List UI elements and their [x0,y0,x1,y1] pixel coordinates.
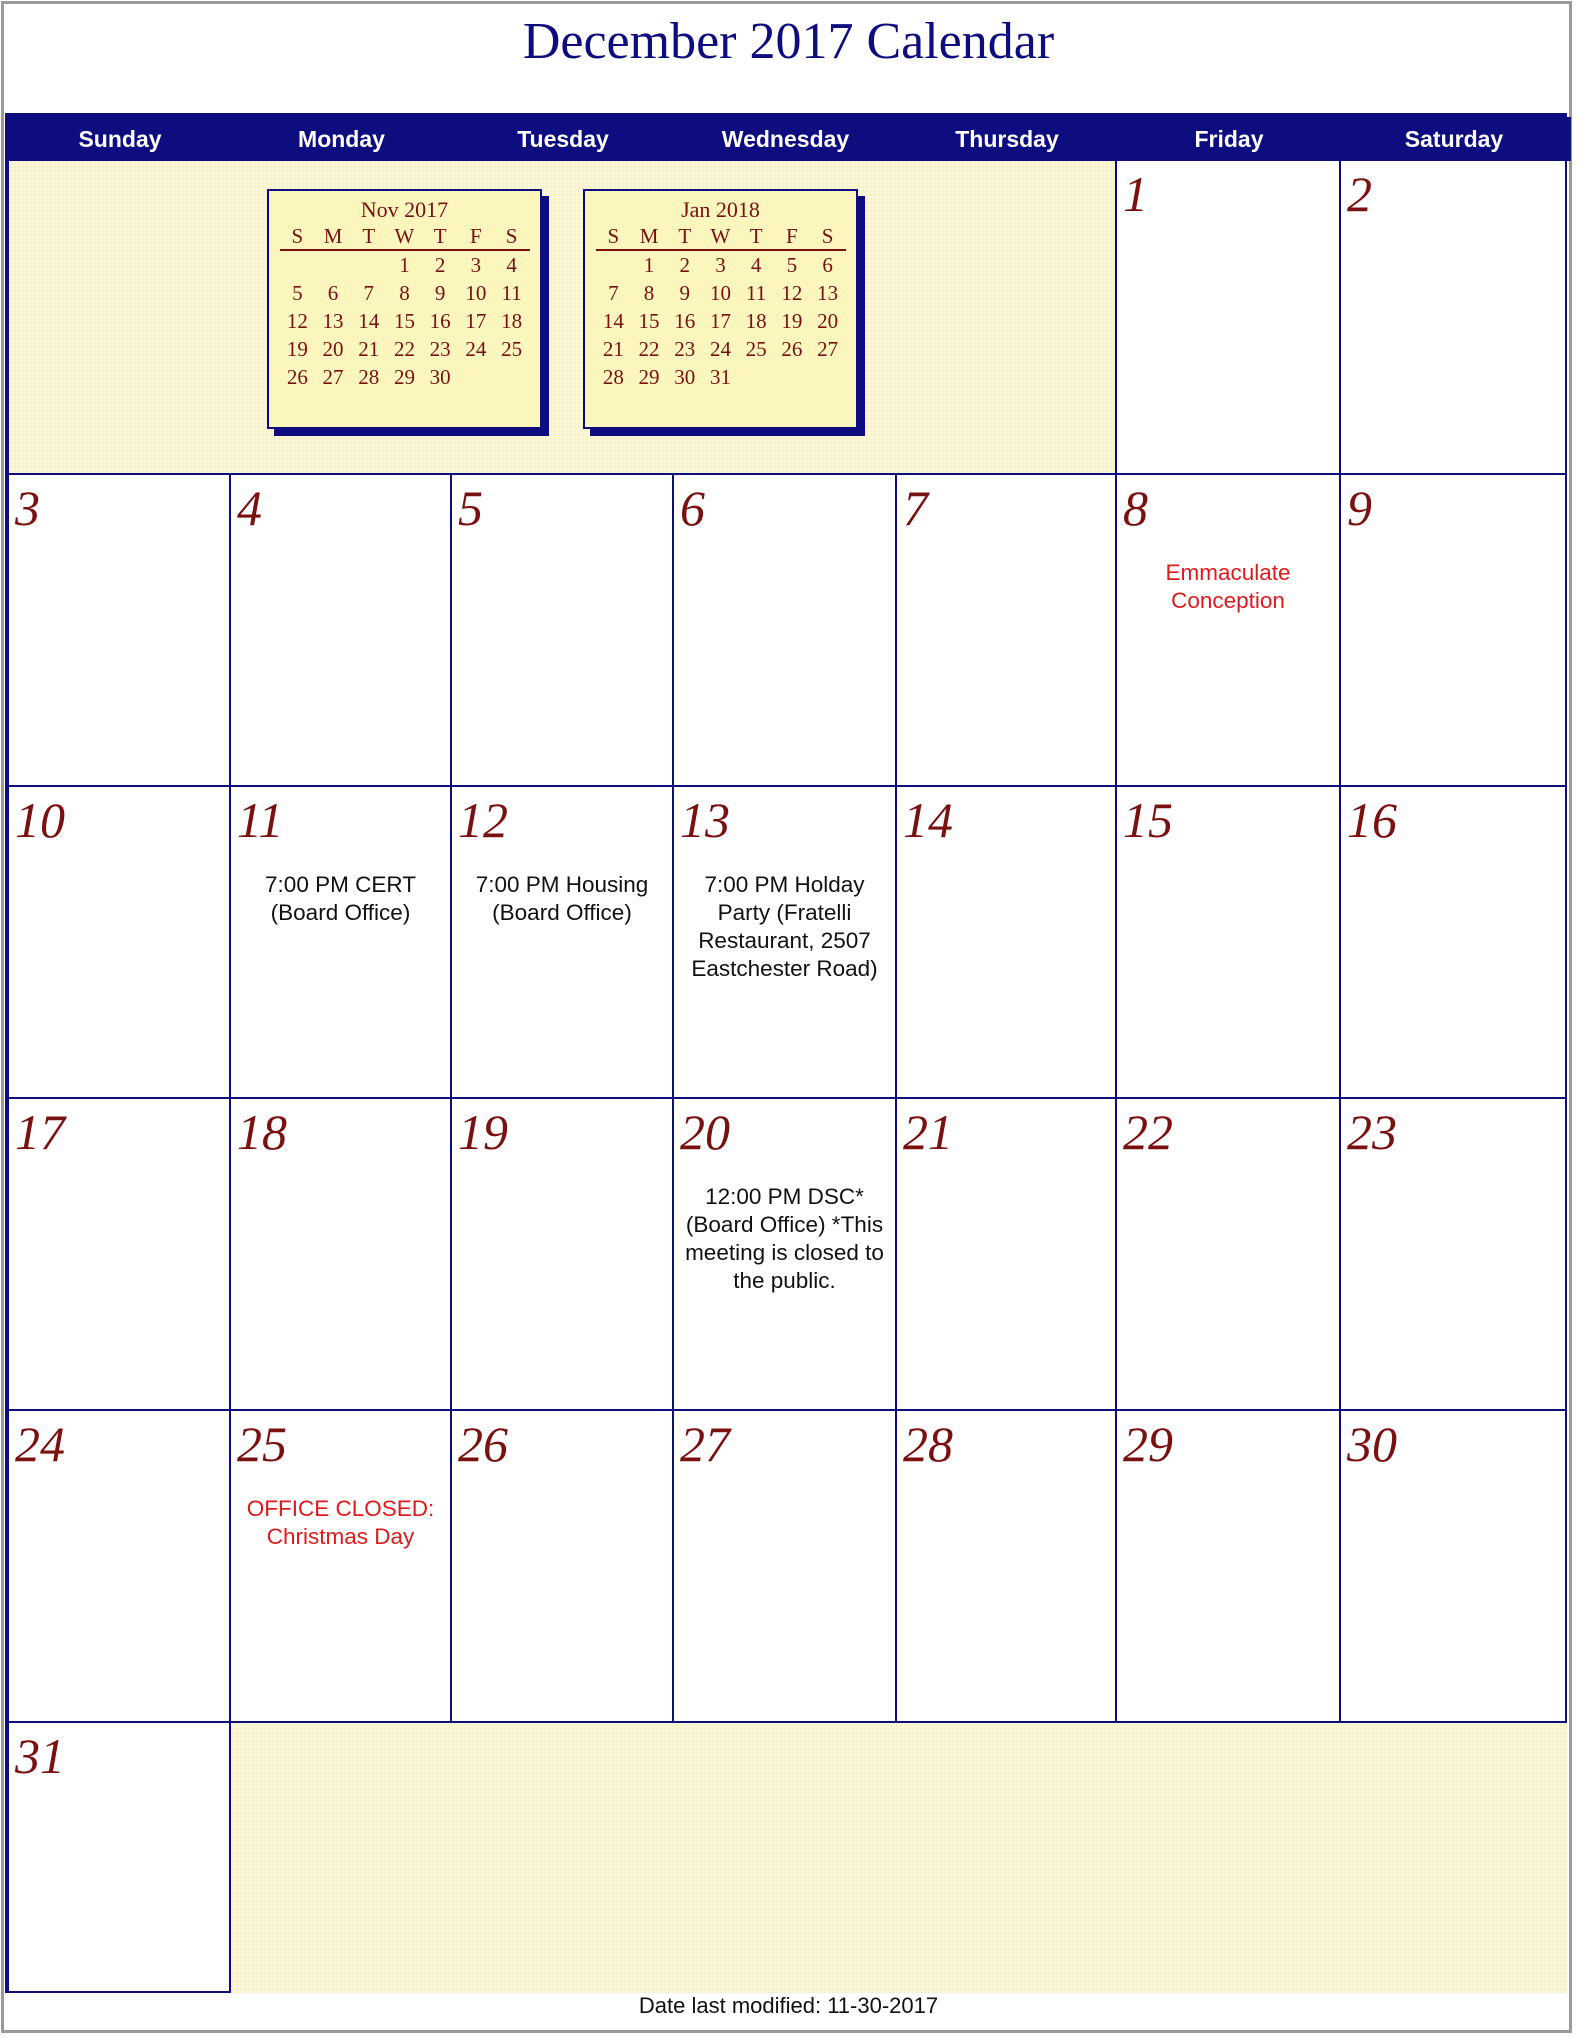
day-cell[interactable] [897,475,1117,787]
day-cell[interactable] [1341,1411,1567,1723]
day-cell[interactable] [1117,475,1341,787]
mini-day: 12 [286,308,308,333]
mini-day: 14 [358,308,380,333]
mini-day: 25 [501,336,523,361]
mini-day: 11 [501,280,522,305]
mini-weekday: S [494,223,530,250]
day-number: 31 [15,1728,65,1784]
day-number: 9 [1347,480,1372,536]
mini-weekday: M [631,223,667,250]
mini-day: 16 [429,308,451,333]
mini-calendar-title: Nov 2017 [360,197,449,222]
day-cell[interactable] [9,1723,231,1993]
day-number: 4 [237,480,262,536]
mini-day: 11 [746,280,767,305]
day-cell[interactable] [9,475,231,787]
mini-day: 20 [322,336,344,361]
day-cell[interactable] [1117,1099,1341,1411]
mini-day: 2 [434,252,446,277]
day-cell[interactable] [9,1099,231,1411]
day-event: 7:00 PM CERT (Board Office) [265,872,416,925]
mini-day: 12 [781,280,803,305]
day-cell[interactable] [231,475,452,787]
mini-day: 24 [465,336,487,361]
mini-weekday: S [280,223,316,250]
day-number: 17 [15,1104,65,1160]
mini-day: 13 [322,308,344,333]
mini-day: 5 [292,280,303,305]
mini-day [738,363,774,391]
mini-calendar [267,189,542,429]
mini-weekday: M [315,223,351,250]
mini-weekday: T [351,223,387,250]
mini-day: 28 [358,364,380,389]
mini-day: 30 [429,364,451,389]
day-number: 27 [680,1416,730,1472]
mini-day [596,250,632,279]
day-cell[interactable] [1117,1411,1341,1723]
day-number: 5 [458,480,483,536]
mini-weekday: F [774,223,810,250]
weekday-sunday: Sunday [78,126,162,152]
day-cell[interactable] [1341,787,1567,1099]
mini-day [810,363,846,391]
mini-day: 2 [679,252,690,277]
mini-day: 6 [327,280,339,305]
day-number: 7 [903,480,928,536]
mini-day: 25 [745,336,767,361]
mini-day: 1 [643,252,655,277]
mini-day: 26 [781,336,803,361]
last-modified: Date last modified: 11-30-2017 [638,1993,939,2018]
mini-day: 18 [745,308,767,333]
mini-day: 20 [817,308,839,333]
day-cell[interactable] [674,475,897,787]
day-number: 29 [1123,1416,1173,1472]
mini-day: 19 [781,308,803,333]
mini-day: 17 [465,308,487,333]
day-number: 19 [458,1104,508,1160]
mini-day: 5 [786,252,798,277]
mini-day: 27 [817,336,839,361]
mini-day: 14 [602,308,624,333]
mini-day: 17 [709,308,731,333]
day-number: 2 [1347,166,1372,222]
mini-day: 19 [286,336,308,361]
mini-weekday: W [703,223,739,250]
mini-day: 22 [638,336,660,361]
day-cell[interactable] [897,1411,1117,1723]
day-cell[interactable] [1117,161,1341,475]
day-number: 11 [237,792,284,848]
mini-day: 13 [817,280,839,305]
mini-calendar [583,189,858,429]
mini-day [280,250,316,279]
mini-day: 9 [679,280,690,305]
mini-day: 9 [434,280,446,305]
day-cell[interactable] [1117,787,1341,1099]
mini-day: 15 [638,308,660,333]
day-cell[interactable] [1341,1099,1567,1411]
day-number: 16 [1347,792,1397,848]
day-number: 22 [1123,1104,1173,1160]
mini-day: 29 [393,364,415,389]
mini-day [315,250,351,279]
mini-day [494,363,530,391]
mini-day: 10 [465,280,487,305]
empty-leading-days [9,161,1117,475]
day-number: 20 [680,1104,730,1160]
day-number: 23 [1347,1104,1397,1160]
mini-day: 30 [674,364,696,389]
day-event: Emmaculate Conception [1165,560,1291,613]
calendar-grid [5,113,1567,1993]
mini-day: 26 [286,364,308,389]
mini-weekday: F [458,223,494,250]
mini-weekday: S [810,223,846,250]
day-cell[interactable] [9,1411,231,1723]
mini-day: 7 [608,280,619,305]
mini-weekday: W [387,223,423,250]
day-cell[interactable] [452,1411,674,1723]
day-number: 13 [680,792,730,848]
mini-day: 4 [506,252,517,277]
day-number: 30 [1347,1416,1397,1472]
day-cell[interactable] [1341,161,1567,475]
day-number: 25 [237,1416,287,1472]
empty-trailing-days [231,1723,1567,1993]
day-number: 14 [903,792,953,848]
mini-day: 3 [715,252,726,277]
mini-day: 24 [709,336,731,361]
day-number: 28 [903,1416,953,1472]
weekday-thursday: Thursday [955,126,1059,152]
day-number: 21 [903,1104,953,1160]
mini-calendar-table [280,223,530,391]
day-cell[interactable] [9,787,231,1099]
mini-day [774,363,810,391]
mini-day: 16 [674,308,696,333]
mini-calendar-table [596,223,846,391]
day-number: 10 [15,792,65,848]
day-cell[interactable] [674,1411,897,1723]
weekday-monday: Monday [298,126,385,152]
mini-day: 23 [674,336,696,361]
weekday-saturday: Saturday [1404,126,1504,152]
mini-day: 4 [750,252,762,277]
mini-day: 8 [643,280,655,305]
mini-day: 10 [709,280,731,305]
day-cell[interactable] [897,1099,1117,1411]
day-number: 3 [15,480,40,536]
mini-weekday: S [596,223,632,250]
day-event: 7:00 PM Housing (Board Office) [475,872,649,925]
mini-day: 7 [363,280,374,305]
day-number: 15 [1123,792,1173,848]
day-number: 12 [458,792,508,848]
weekday-friday: Friday [1194,126,1264,152]
day-number: 24 [15,1416,65,1472]
day-number: 26 [458,1416,508,1472]
day-number: 8 [1123,480,1148,536]
page-title: December 2017 Calendar [522,13,1055,70]
day-number: 6 [680,480,705,536]
weekday-header [9,117,1571,161]
mini-day: 22 [393,336,415,361]
mini-day: 23 [429,336,451,361]
mini-day: 6 [822,252,833,277]
mini-calendar-title: Jan 2018 [681,197,760,222]
weekday-tuesday: Tuesday [517,126,609,152]
mini-day: 31 [709,364,731,389]
mini-day: 29 [638,364,660,389]
day-number: 1 [1123,166,1148,222]
weekday-wednesday: Wednesday [721,126,850,152]
day-cell[interactable] [452,787,674,1099]
day-event: 12:00 PM DSC* (Board Office) *This meeting is closed to the public. [685,1184,884,1293]
mini-day: 18 [501,308,523,333]
mini-day: 1 [399,252,410,277]
mini-day: 21 [358,336,380,361]
day-event: 7:00 PM Holday Party (Fratelli Restaurant, 2507 Eastchester Road) [691,872,878,981]
day-cell[interactable] [231,1099,452,1411]
mini-day: 15 [393,308,415,333]
day-cell[interactable] [674,787,897,1099]
day-cell[interactable] [231,1411,452,1723]
day-cell[interactable] [231,787,452,1099]
day-event: OFFICE CLOSED: Christmas Day [246,1496,435,1549]
mini-weekday: T [667,223,703,250]
day-cell[interactable] [452,1099,674,1411]
day-cell[interactable] [1341,475,1567,787]
mini-day: 21 [602,336,624,361]
day-cell[interactable] [452,475,674,787]
mini-day [351,250,387,279]
day-cell[interactable] [897,787,1117,1099]
mini-day [458,363,494,391]
day-cell[interactable] [674,1099,897,1411]
mini-day: 3 [470,252,482,277]
mini-day: 8 [399,280,410,305]
mini-day: 28 [602,364,624,389]
mini-weekday: T [422,223,458,250]
mini-weekday: T [738,223,774,250]
day-number: 18 [237,1104,287,1160]
mini-day: 27 [322,364,344,389]
